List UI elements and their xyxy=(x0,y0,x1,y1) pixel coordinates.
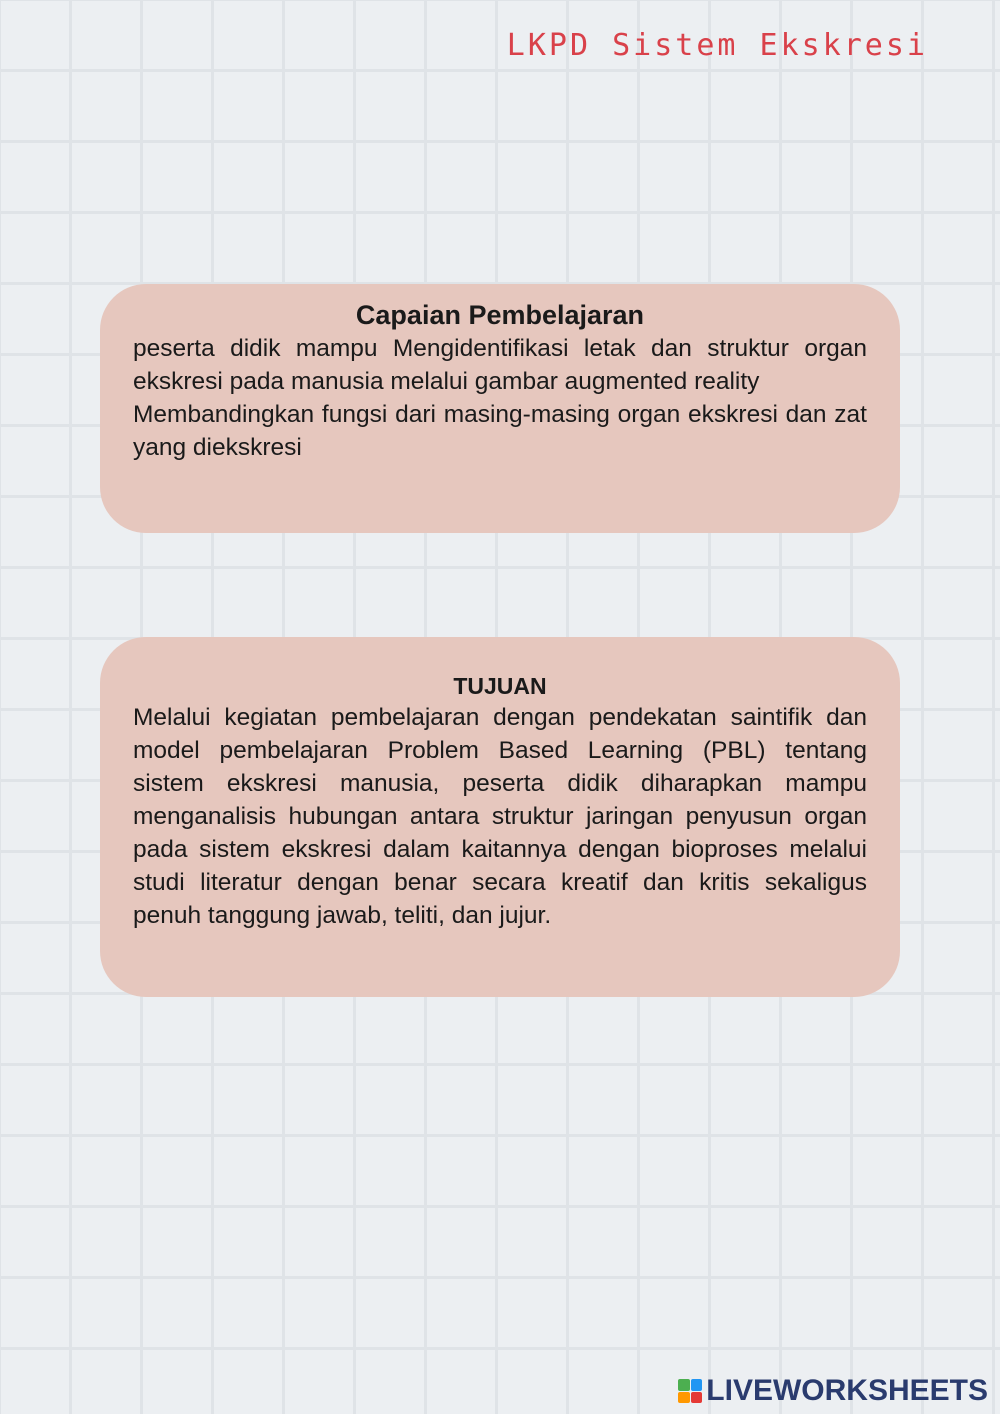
page-title: LKPD Sistem Ekskresi xyxy=(506,28,928,63)
tujuan-card xyxy=(100,637,900,997)
capaian-paragraph-1: peserta didik mampu Mengidentifikasi letak dan struktur organ ekskresi pada manusia melalui gambar augmented reality xyxy=(133,335,867,395)
tujuan-paragraph: Melalui kegiatan pembelajaran dengan pendekatan saintifik dan model pembelajaran Problem Based Learning (PBL) tentang sistem ekskresi manusia, peserta didik diharapkan mampu menganalisis hubungan antara struktur jaringan penyusun organ pada sistem ekskresi dalam kaitannya dengan bioproses melalui studi literatur dengan benar secara kreatif dan kritis sekaligus penuh tanggung jawab, teliti, dan jujur. xyxy=(133,704,867,929)
liveworksheets-logo-icon xyxy=(678,1379,702,1403)
capaian-title: Capaian Pembelajaran xyxy=(355,300,645,330)
capaian-paragraph-2: Membandingkan fungsi dari masing-masing organ ekskresi dan zat yang diekskresi xyxy=(133,401,867,461)
liveworksheets-watermark[interactable] xyxy=(678,1374,988,1408)
tujuan-title: TUJUAN xyxy=(453,673,547,699)
watermark-text: LIVEWORKSHEETS xyxy=(706,1374,988,1407)
capaian-card xyxy=(100,284,900,533)
